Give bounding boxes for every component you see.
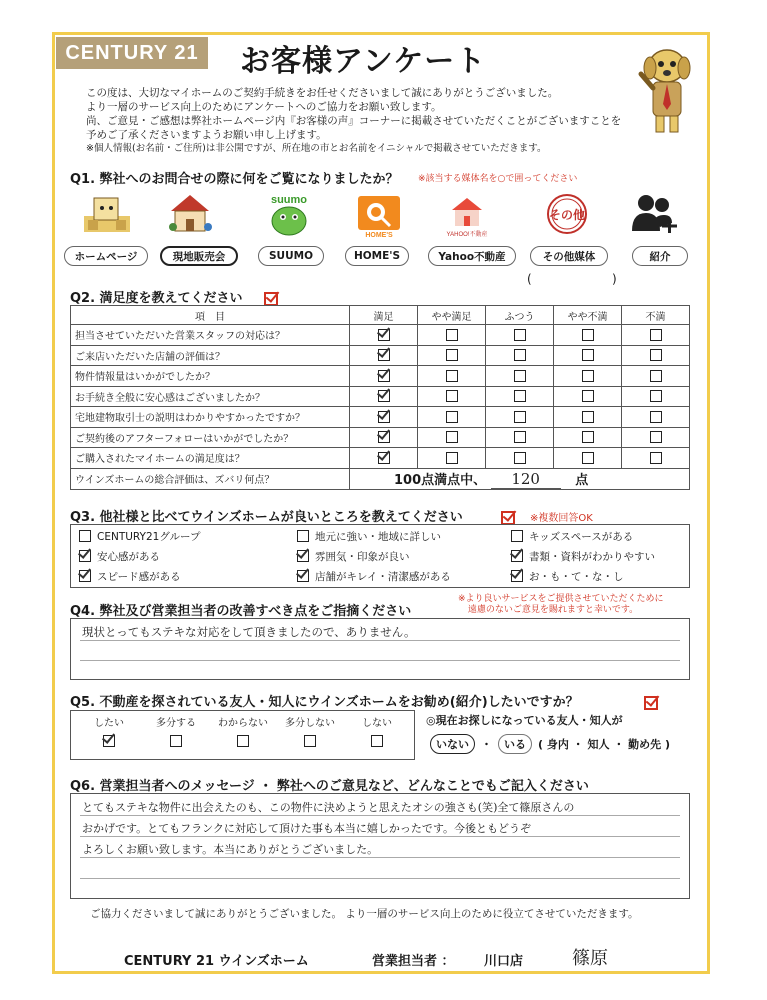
q2-rating-checkbox[interactable] [378, 431, 390, 443]
q2-rating-checkbox[interactable] [446, 329, 458, 341]
footer-staff-label: 営業担当者 ： [372, 954, 455, 969]
q5-some-option[interactable]: いる [498, 734, 532, 754]
q2-rating-checkbox[interactable] [446, 411, 458, 423]
q2-row-item: 物件情報量はいかがでしたか？ [71, 366, 350, 387]
q5-option-label: わからない [218, 718, 268, 729]
q2-col-unsatisfied: 不満 [622, 306, 690, 325]
q2-rating-cell [622, 407, 690, 428]
q2-row [71, 366, 690, 387]
svg-text:YAHOO!不動産: YAHOO!不動産 [446, 232, 488, 238]
q2-rating-checkbox[interactable] [650, 370, 662, 382]
q3-option[interactable] [511, 566, 697, 586]
q2-row [71, 345, 690, 366]
q2-rating-checkbox[interactable] [650, 452, 662, 464]
q2-score-row [71, 468, 690, 489]
q2-row [71, 427, 690, 448]
q2-rating-checkbox[interactable] [582, 411, 594, 423]
q2-rating-checkbox[interactable] [582, 452, 594, 464]
q3-option-label: CENTURY21グループ [97, 530, 201, 543]
q2-rating-cell [418, 366, 486, 387]
q2-rating-cell [622, 427, 690, 448]
q2-score-question: ウインズホームの総合評価は、ズバリ何点？ [71, 468, 350, 489]
q2-satisfaction-table [70, 305, 690, 490]
q4-heading: Q4. 弊社及び営業担当者の改善すべき点をご指摘ください [70, 604, 412, 619]
q2-rating-cell [350, 407, 418, 428]
referral-icon [628, 192, 682, 236]
q2-answered-mark-icon [264, 292, 278, 306]
q5-option[interactable] [78, 714, 140, 747]
q2-rating-cell [350, 386, 418, 407]
q1-option-homepage[interactable]: ホームページ [64, 246, 148, 266]
q1-option-referral[interactable]: 紹介 [632, 246, 688, 266]
q2-rating-checkbox[interactable] [650, 349, 662, 361]
q2-rating-checkbox[interactable] [378, 349, 390, 361]
q6-line-1 [80, 815, 680, 816]
q2-rating-cell [350, 366, 418, 387]
q5-option[interactable] [346, 714, 408, 747]
page-title: お客様アンケート [240, 44, 487, 79]
q5-separator: ・ [481, 738, 492, 751]
q3-option-label: スピード感がある [97, 570, 181, 583]
q2-rating-cell [554, 366, 622, 387]
svg-text:HOME'S: HOME'S [365, 232, 393, 238]
q2-rating-checkbox[interactable] [514, 390, 526, 402]
q5-answered-mark-icon [644, 696, 658, 710]
footer-store: 川口店 [484, 954, 524, 969]
q3-checkbox[interactable] [79, 530, 91, 542]
svg-text:その他: その他 [548, 208, 586, 222]
q2-rating-checkbox[interactable] [582, 329, 594, 341]
q2-rating-cell [486, 407, 554, 428]
q2-col-somewhat-satisfied: やや満足 [418, 306, 486, 325]
q2-row-item: ご契約後のアフターフォローはいかがでしたか？ [71, 427, 350, 448]
q2-row-item: 担当させていただいた営業スタッフの対応は？ [71, 325, 350, 346]
q3-heading: Q3. 他社様と比べてウインズホームが良いところを教えてください [70, 510, 463, 525]
homepage-icon [80, 194, 134, 238]
svg-text:suumo: suumo [270, 194, 308, 206]
q2-rating-cell [418, 325, 486, 346]
q1-other-paren-open: ( [527, 272, 532, 286]
q2-rating-cell [554, 386, 622, 407]
q3-option-label: 書類・資料がわかりやすい [529, 550, 655, 563]
q2-rating-cell [554, 345, 622, 366]
q2-rating-cell [622, 345, 690, 366]
q5-option-label: しない [362, 718, 392, 729]
q1-heading: Q1. 弊社へのお問合せの際に何をご覧になりましたか？ [70, 172, 399, 187]
q2-rating-cell [350, 448, 418, 469]
q3-note: ※複数回答OK [530, 513, 593, 524]
q6-answer-line-2: おかげです。とてもフランクに対応して頂けた事も本当に嬉しかったです。今後ともどうぞ [82, 822, 532, 835]
q3-option-label: 店舗がキレイ・清潔感がある [315, 570, 451, 583]
q2-rating-checkbox[interactable] [650, 329, 662, 341]
q3-option[interactable] [79, 546, 297, 566]
q5-checkbox[interactable] [371, 735, 383, 747]
q3-option[interactable] [297, 546, 511, 566]
yahoo-realestate-icon [440, 194, 494, 238]
q1-option-other[interactable]: その他媒体 [530, 246, 608, 266]
q4-line-1 [80, 640, 680, 641]
q2-score-suffix: 点 [575, 472, 589, 488]
q5-option-label: したい [94, 718, 124, 729]
q3-checkbox[interactable] [511, 570, 523, 582]
q2-rating-checkbox[interactable] [514, 411, 526, 423]
q2-rating-checkbox[interactable] [514, 431, 526, 443]
q3-checkbox[interactable] [511, 550, 523, 562]
q3-option-label: キッズスペースがある [529, 530, 634, 543]
q2-row-item: 宅地建物取引士の説明はわかりやすかったですか？ [71, 407, 350, 428]
q2-rating-cell [622, 325, 690, 346]
q2-rating-cell [486, 345, 554, 366]
q2-col-somewhat-unsatisfied: やや不満 [554, 306, 622, 325]
q2-rating-checkbox[interactable] [514, 370, 526, 382]
q5-option-label: 多分する [156, 718, 196, 729]
q1-option-homes[interactable]: HOME'S [345, 246, 409, 266]
q2-rating-cell [418, 427, 486, 448]
q4-note-line1: ※より良いサービスをご提供させていただくために [458, 594, 664, 604]
homes-icon [352, 194, 406, 238]
q3-options-box [70, 524, 690, 588]
q5-checkbox[interactable] [304, 735, 316, 747]
q3-option[interactable] [79, 566, 297, 586]
q2-rating-cell [486, 325, 554, 346]
q3-option-label: 地元に強い・地域に詳しい [315, 530, 441, 543]
q2-row [71, 325, 690, 346]
q2-rating-checkbox[interactable] [378, 390, 390, 402]
q4-note [458, 594, 664, 616]
q2-rating-checkbox[interactable] [446, 452, 458, 464]
intro-text: この度は、大切なマイホームのご契約手続きをお任せくださいまして誠にありがとうございました。 より一層のサービス向上のためにアンケートへのご協力をお願い致します。 尚、ご意見・ご感想は弊社ホームページ内『お客様の声』コーナーに掲載させていただくことがございますことを 予めご了承くださいますようお願い申し上げます。 ※個人情報(お名前・ご住所)は非公開ですが、所在地の市とお名前をイニシャルで掲載させていただきます。 [86, 87, 622, 154]
q2-score-cell [350, 468, 690, 489]
q2-rating-checkbox[interactable] [650, 411, 662, 423]
q5-friend-row [430, 734, 670, 754]
q2-rating-checkbox[interactable] [582, 349, 594, 361]
q2-rating-checkbox[interactable] [378, 411, 390, 423]
q2-rating-checkbox[interactable] [514, 349, 526, 361]
q6-heading: Q6. 営業担当者へのメッセージ ・ 弊社へのご意見など、どんなことでもご記入ください [70, 779, 589, 794]
q2-col-item: 項 目 [71, 306, 350, 325]
q2-rating-cell [622, 366, 690, 387]
q3-option[interactable] [511, 526, 697, 546]
q6-line-2 [80, 836, 680, 837]
q2-rating-checkbox[interactable] [582, 370, 594, 382]
q2-col-neutral: ふつう [486, 306, 554, 325]
q2-col-satisfied: 満足 [350, 306, 418, 325]
q5-relation: ( 身内 ・ 知人 ・ 勤め先 ) [538, 738, 671, 751]
q3-option-label: 雰囲気・印象が良い [315, 550, 410, 563]
q2-row-item: ご購入されたマイホームの満足度は？ [71, 448, 350, 469]
q3-checkbox[interactable] [297, 550, 309, 562]
q3-option-label: 安心感がある [97, 550, 160, 563]
q2-heading: Q2. 満足度を教えてください [70, 291, 243, 306]
q2-row [71, 386, 690, 407]
q1-option-yahoo[interactable]: Yahoo不動産 [428, 246, 516, 266]
q2-rating-checkbox[interactable] [582, 390, 594, 402]
q3-checkbox[interactable] [297, 530, 309, 542]
q2-row [71, 448, 690, 469]
footer-staff-name: 篠原 [572, 948, 608, 969]
other-media-icon [540, 192, 594, 236]
q2-rating-checkbox[interactable] [650, 431, 662, 443]
q6-answer-line-3: よろしくお願い致します。本当にありがとうございました。 [82, 843, 379, 856]
closing-message: ご協力くださいまして誠にありがとうございました。 より一層のサービス向上のために役立てさせていただきます。 [90, 908, 639, 920]
q3-checkbox[interactable] [79, 550, 91, 562]
q2-score-prefix: 100点満点中、 [394, 472, 487, 488]
suumo-icon [262, 192, 316, 236]
q2-rating-cell [554, 325, 622, 346]
q2-rating-cell [554, 448, 622, 469]
q2-rating-cell [418, 345, 486, 366]
q5-checkbox[interactable] [237, 735, 249, 747]
q2-rating-cell [418, 386, 486, 407]
q2-rating-checkbox[interactable] [650, 390, 662, 402]
q3-checkbox[interactable] [79, 570, 91, 582]
mascot-dog-icon [636, 44, 698, 136]
q2-row-item: ご来店いただいた店舗の評価は？ [71, 345, 350, 366]
q2-rating-cell [418, 448, 486, 469]
q2-header-row [71, 306, 690, 325]
q1-option-suumo[interactable]: SUUMO [258, 246, 324, 266]
q2-rating-checkbox[interactable] [446, 431, 458, 443]
q2-rating-checkbox[interactable] [514, 452, 526, 464]
q5-option[interactable] [145, 714, 207, 747]
q5-checkbox[interactable] [103, 735, 115, 747]
q6-answer-line-1: とてもステキな物件に出会えたのも、この物件に決めようと思えたオシの強さも(笑)全て篠原さんの [82, 801, 575, 814]
q2-rating-cell [350, 345, 418, 366]
q1-note: ※該当する媒体名を○で囲ってください [418, 174, 578, 184]
q2-rating-cell [486, 448, 554, 469]
footer-company: CENTURY 21 ウインズホーム [124, 954, 309, 969]
q1-other-paren-close: ) [612, 272, 617, 286]
q2-rating-cell [486, 427, 554, 448]
q2-score-value[interactable]: 120 [491, 470, 561, 489]
q2-rating-checkbox[interactable] [582, 431, 594, 443]
q2-rating-checkbox[interactable] [446, 370, 458, 382]
q2-rating-checkbox[interactable] [378, 452, 390, 464]
q2-rating-cell [418, 407, 486, 428]
q2-rating-cell [350, 427, 418, 448]
q3-option[interactable] [79, 526, 297, 546]
open-house-icon [163, 192, 217, 236]
q2-rating-checkbox[interactable] [446, 349, 458, 361]
q3-checkbox[interactable] [297, 570, 309, 582]
q5-sub-question: ◎現在お探しになっている友人・知人が [426, 714, 623, 727]
q4-line-2 [80, 660, 680, 661]
q3-checkbox[interactable] [511, 530, 523, 542]
q2-rating-cell [554, 407, 622, 428]
q5-option[interactable] [279, 714, 341, 747]
q5-checkbox[interactable] [170, 735, 182, 747]
q6-line-3 [80, 857, 680, 858]
q2-rating-cell [622, 386, 690, 407]
q4-answer-text: 現状とってもステキな対応をして頂きましたので、ありません。 [82, 625, 416, 639]
q2-row [71, 407, 690, 428]
q2-rating-cell [486, 386, 554, 407]
q3-option[interactable] [297, 526, 511, 546]
q2-rating-checkbox[interactable] [446, 390, 458, 402]
q2-rating-cell [486, 366, 554, 387]
q2-rating-checkbox[interactable] [378, 329, 390, 341]
q3-option-label: お・も・て・な・し [529, 570, 624, 583]
q3-option[interactable] [511, 546, 697, 566]
q6-line-4 [80, 878, 680, 879]
q2-rating-checkbox[interactable] [514, 329, 526, 341]
century21-logo: CENTURY 21 [56, 37, 208, 69]
q5-none-option[interactable]: いない [430, 734, 475, 754]
q1-option-open-house[interactable]: 現地販売会 [160, 246, 238, 266]
q2-row-item: お手続き全般に安心感はございましたか？ [71, 386, 350, 407]
q3-answered-mark-icon [501, 511, 515, 525]
q2-rating-cell [350, 325, 418, 346]
q5-option[interactable] [212, 714, 274, 747]
q5-heading: Q5. 不動産を探されている友人・知人にウインズホームをお勧め(紹介)したいですか？ [70, 695, 579, 710]
q2-rating-checkbox[interactable] [378, 370, 390, 382]
q4-note-line2: 遠慮のないご意見を賜れますと幸いです。 [467, 605, 639, 615]
q2-rating-cell [554, 427, 622, 448]
q2-rating-cell [622, 448, 690, 469]
q3-option[interactable] [297, 566, 511, 586]
q5-option-label: 多分しない [285, 718, 335, 729]
